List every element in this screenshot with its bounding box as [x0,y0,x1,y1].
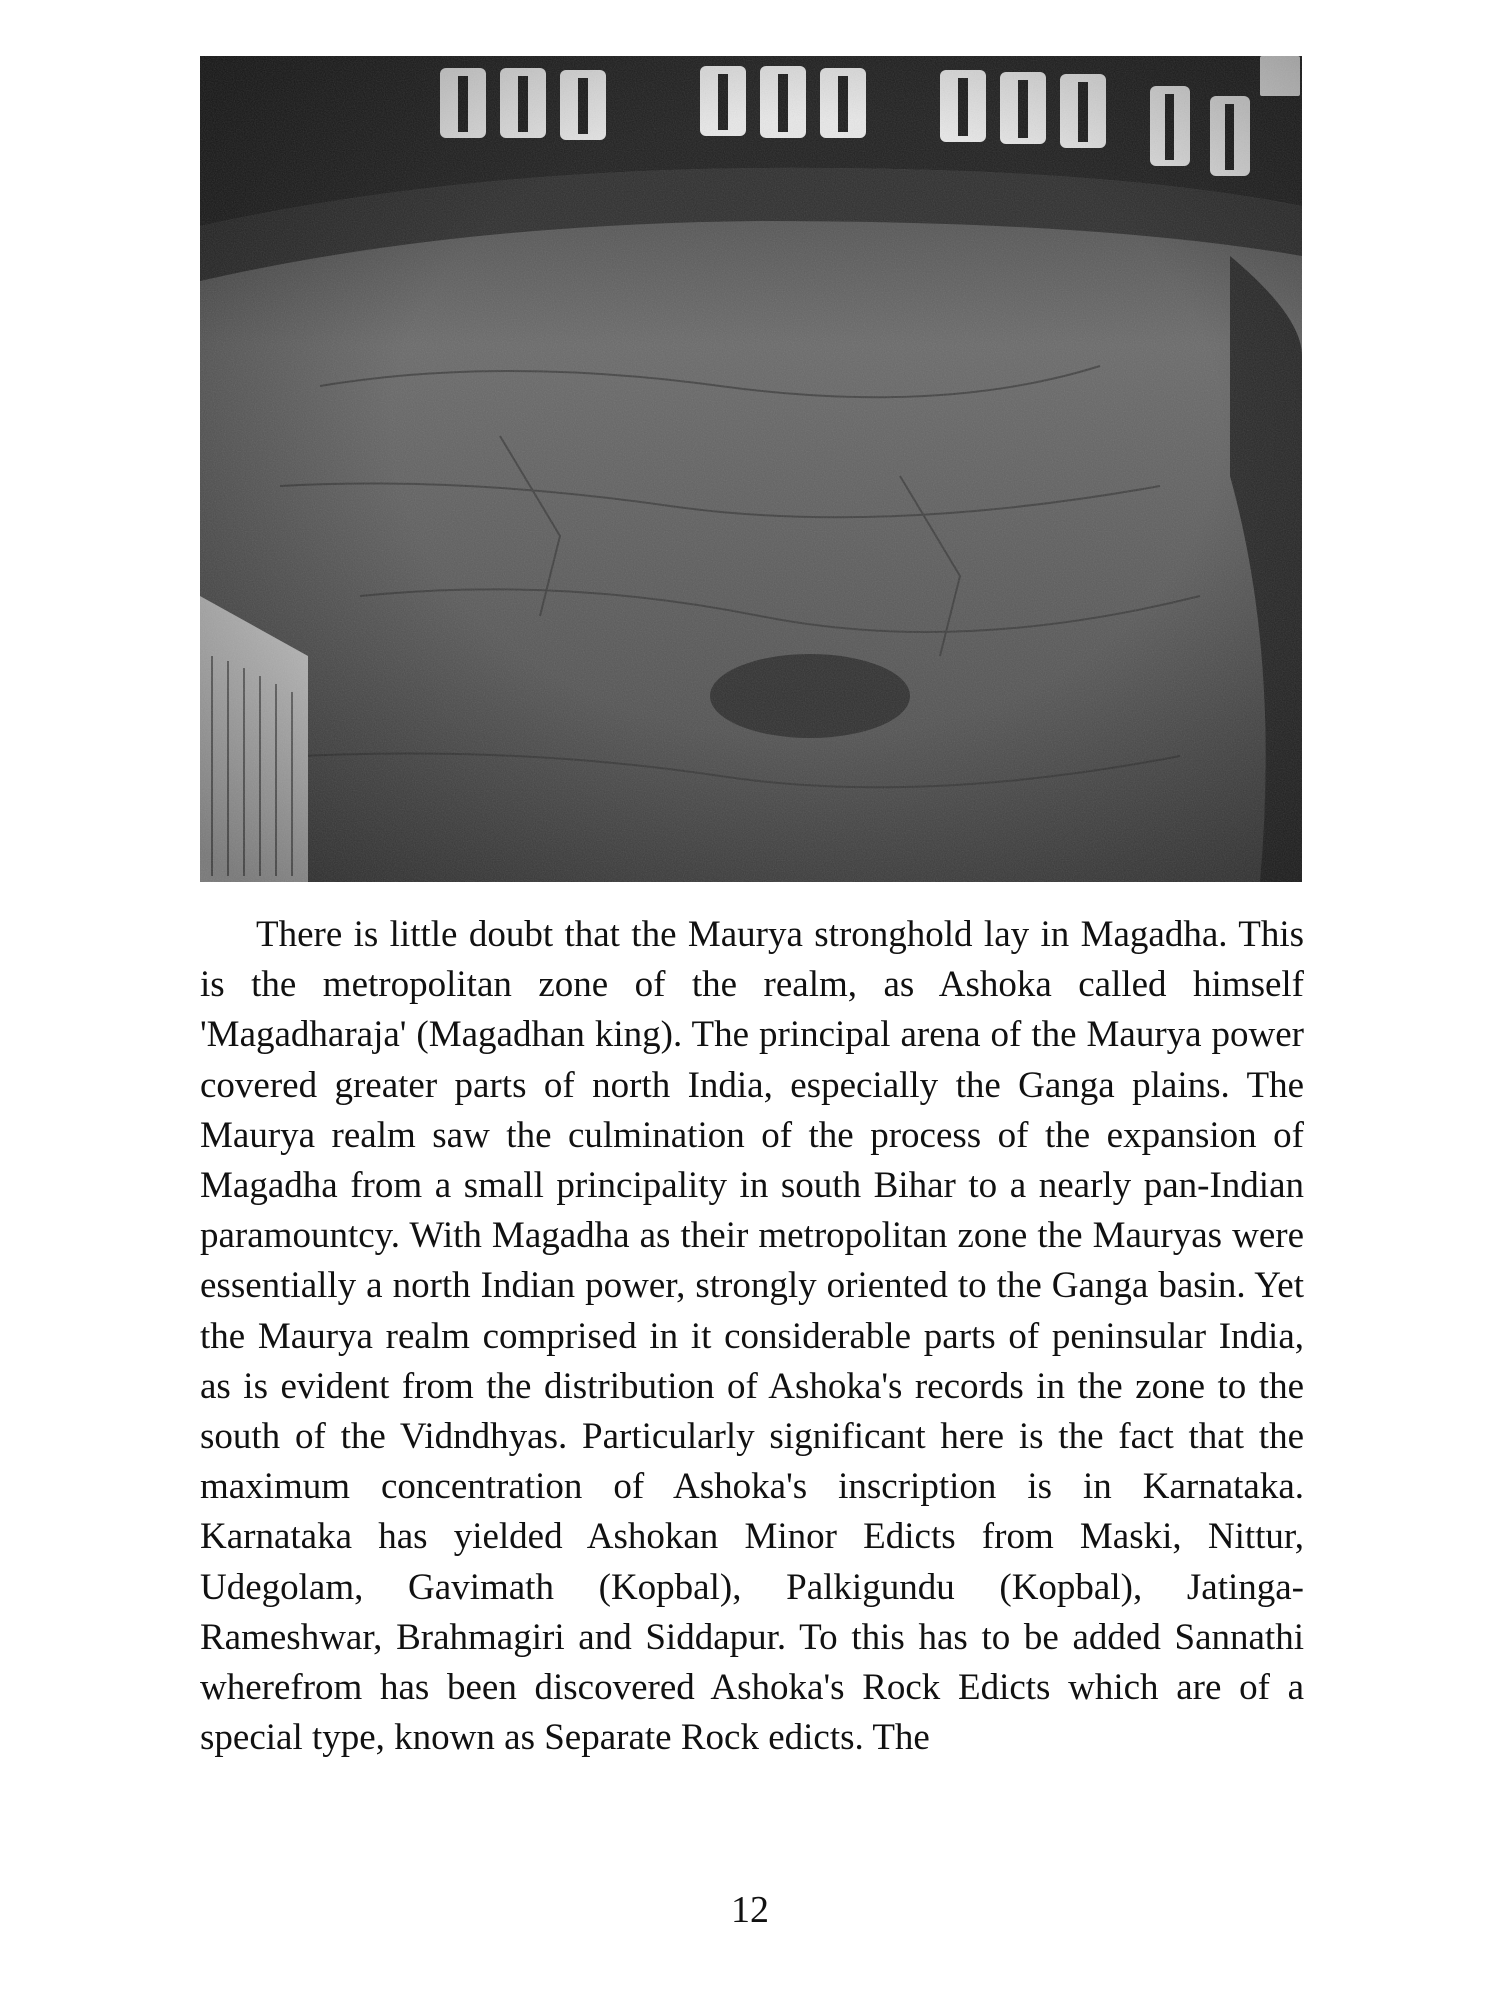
photo-illustration [200,56,1302,882]
body-paragraph: There is little doubt that the Maurya stronghold lay in Magadha. This is the metropolitan zone of the realm, as Ashoka called himself 'Magadharaja' (Magadhan king). The principal arena of the Maurya power covered greater parts of north India, especially the Ganga plains. The Maurya realm saw the culmination of the process of the expansion of Magadha from a small principality in south Bihar to a nearly pan-Indian paramountcy. With Magadha as their metropolitan zone the Mauryas were essentially a north Indian power, strongly oriented to the Ganga basin. Yet the Maurya realm comprised in it considerable parts of peninsular India, as is evident from the distribution of Ashoka's records in the zone to the south of the Vidndhyas. Particularly significant here is the fact that the maximum concentration of Ashoka's inscription is in Karnataka. Karnataka has yielded Ashokan Minor Edicts from Maski, Nittur, Udegolam, Gavimath (Kopbal), Palkigundu (Kopbal), Jatinga-Rameshwar, Brahmagiri and Siddapur. To this has to be added Sannathi wherefrom has been discovered Ashoka's Rock Edicts which are of a special type, known as Separate Rock edicts. The [200,914,1304,1759]
photo-rock-chamber [200,56,1302,882]
page-number: 12 [731,1889,769,1931]
